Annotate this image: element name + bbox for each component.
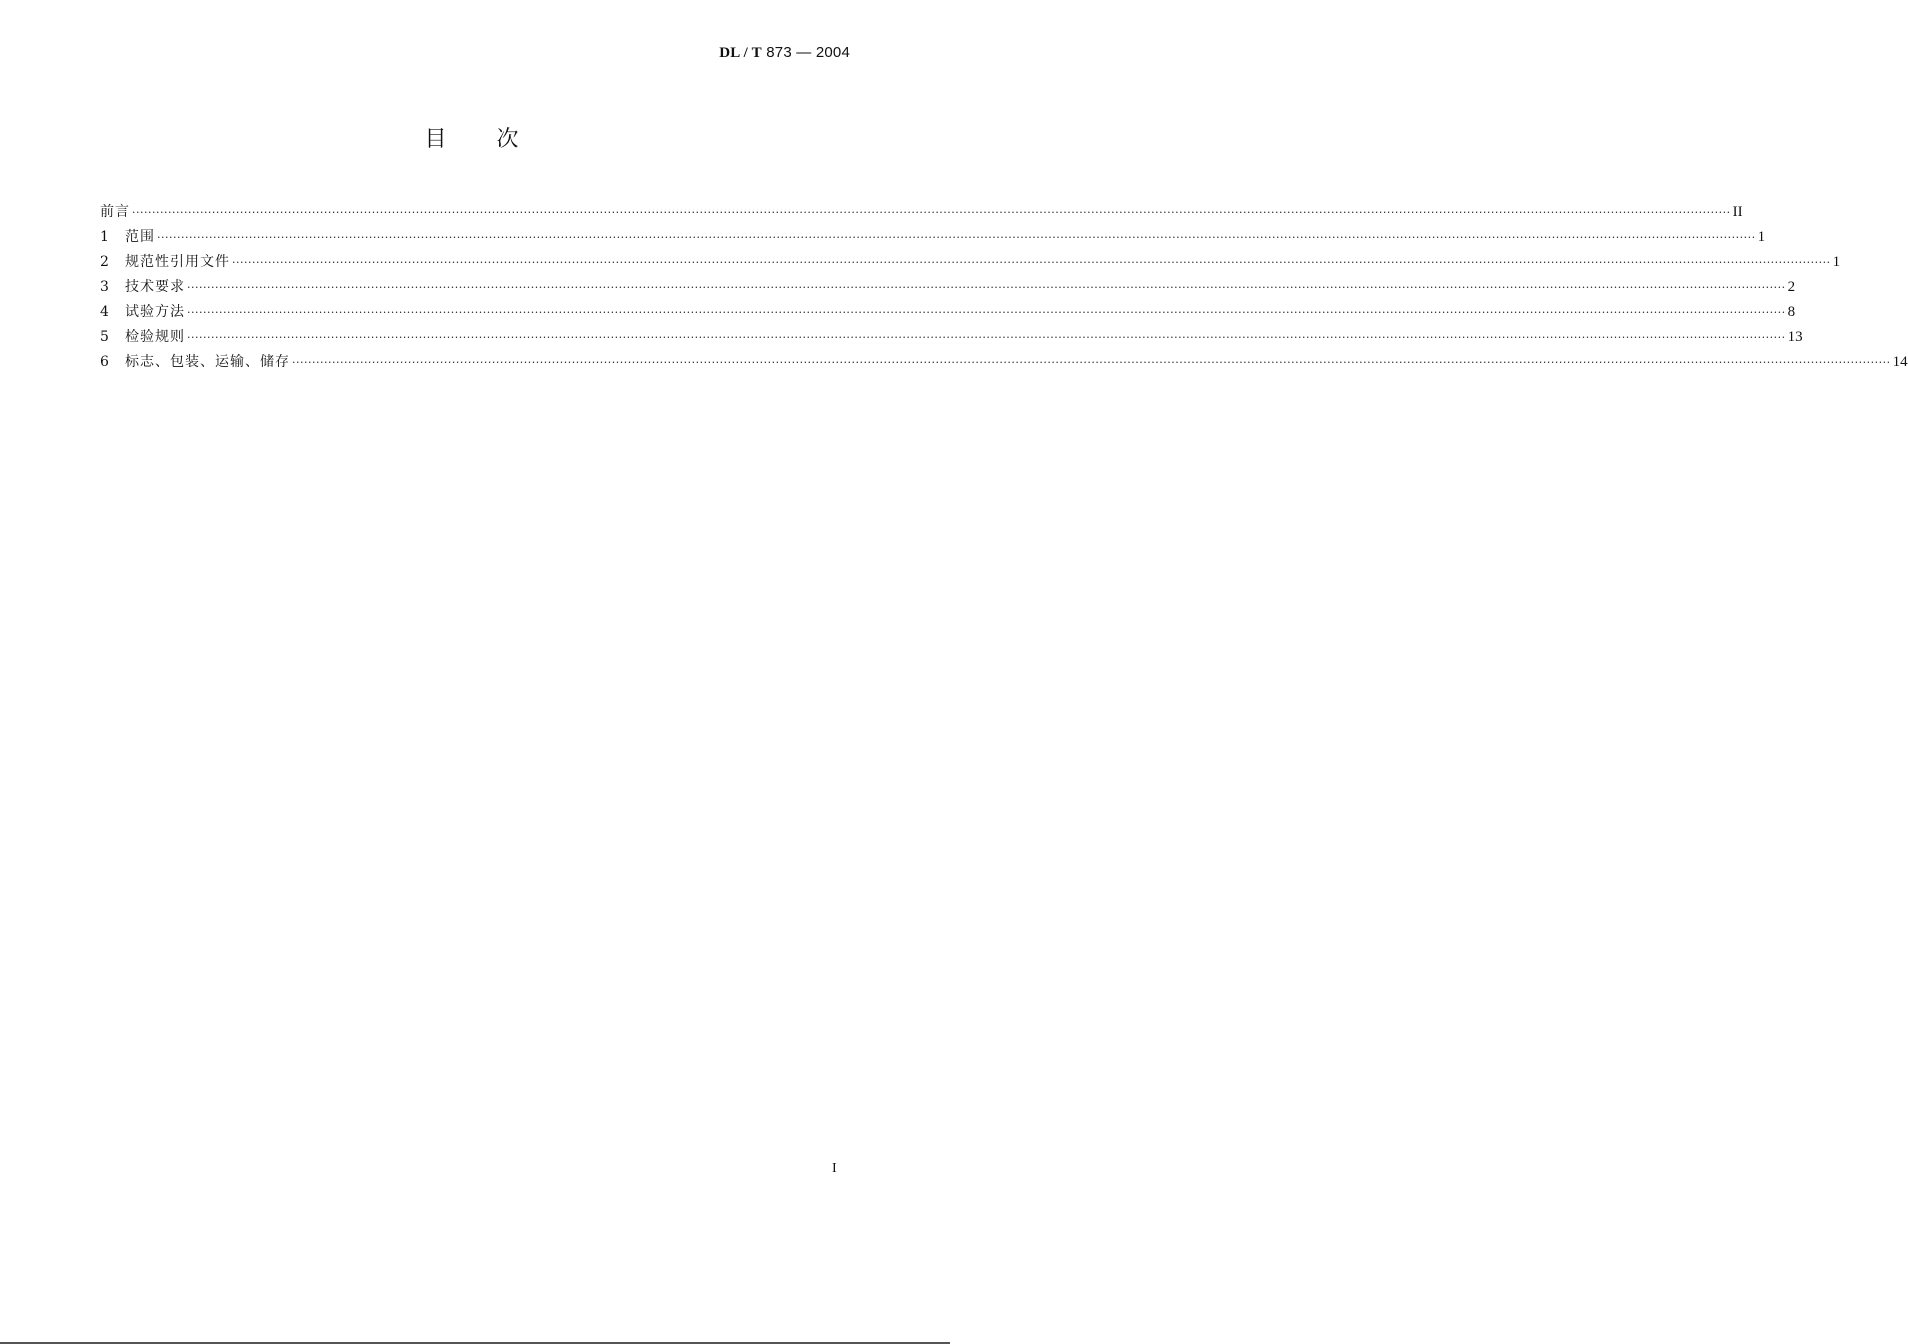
toc-dot-leader: ················································································································································································································································································································································································································	[292, 356, 1891, 369]
toc-entry-number: 1	[100, 229, 109, 245]
toc-dot-leader: ················································································································································································································································································································································································································	[187, 306, 1786, 319]
page-number: I	[832, 1161, 837, 1176]
toc-entry-page: 2	[1787, 279, 1796, 295]
standard-code-number: 873 — 2004	[766, 44, 850, 61]
toc-entry-label: 检验规则	[125, 329, 185, 345]
toc-entry-1[interactable]	[100, 226, 1766, 251]
toc-entry-number: 2	[100, 254, 109, 270]
toc-entry-label: 范围	[125, 229, 155, 245]
toc-entry-6[interactable]	[100, 351, 1908, 376]
toc-entry-4[interactable]	[100, 301, 1796, 326]
toc-entry-5[interactable]	[100, 326, 1803, 351]
toc-dot-leader: ················································································································································································································································································································································································································	[187, 331, 1786, 344]
toc-entry-page: 14	[1892, 354, 1908, 370]
toc-entry-label: 前言	[100, 204, 130, 220]
toc-title: 目次	[424, 127, 569, 152]
toc-entry-3[interactable]	[100, 276, 1796, 301]
toc-entry-page: 1	[1832, 254, 1841, 270]
toc-entry-number: 4	[100, 304, 109, 320]
standard-code	[719, 44, 850, 62]
toc-entry-page: 8	[1787, 304, 1796, 320]
toc-list	[100, 201, 1908, 376]
toc-entry-label: 技术要求	[125, 279, 185, 295]
toc-dot-leader: ················································································································································································································································································································································································································	[232, 256, 1831, 269]
toc-entry-label: 试验方法	[125, 304, 185, 320]
toc-entry-page: 13	[1787, 329, 1803, 345]
toc-entry-page: II	[1732, 204, 1743, 220]
toc-entry-page: 1	[1757, 229, 1766, 245]
standard-code-prefix: DL / T	[719, 45, 762, 61]
toc-dot-leader: ················································································································································································································································································································································································································	[132, 206, 1731, 219]
toc-dot-leader: ················································································································································································································································································································································································································	[157, 231, 1756, 244]
toc-entry-label: 规范性引用文件	[125, 254, 230, 270]
toc-entry-foreword[interactable]	[100, 201, 1743, 226]
toc-entry-number: 3	[100, 279, 109, 295]
toc-entry-number: 5	[100, 329, 109, 345]
toc-entry-number: 6	[100, 354, 109, 370]
toc-entry-label: 标志、包装、运输、储存	[125, 354, 290, 370]
toc-dot-leader: ················································································································································································································································································································································································································	[187, 281, 1786, 294]
toc-entry-2[interactable]	[100, 251, 1841, 276]
